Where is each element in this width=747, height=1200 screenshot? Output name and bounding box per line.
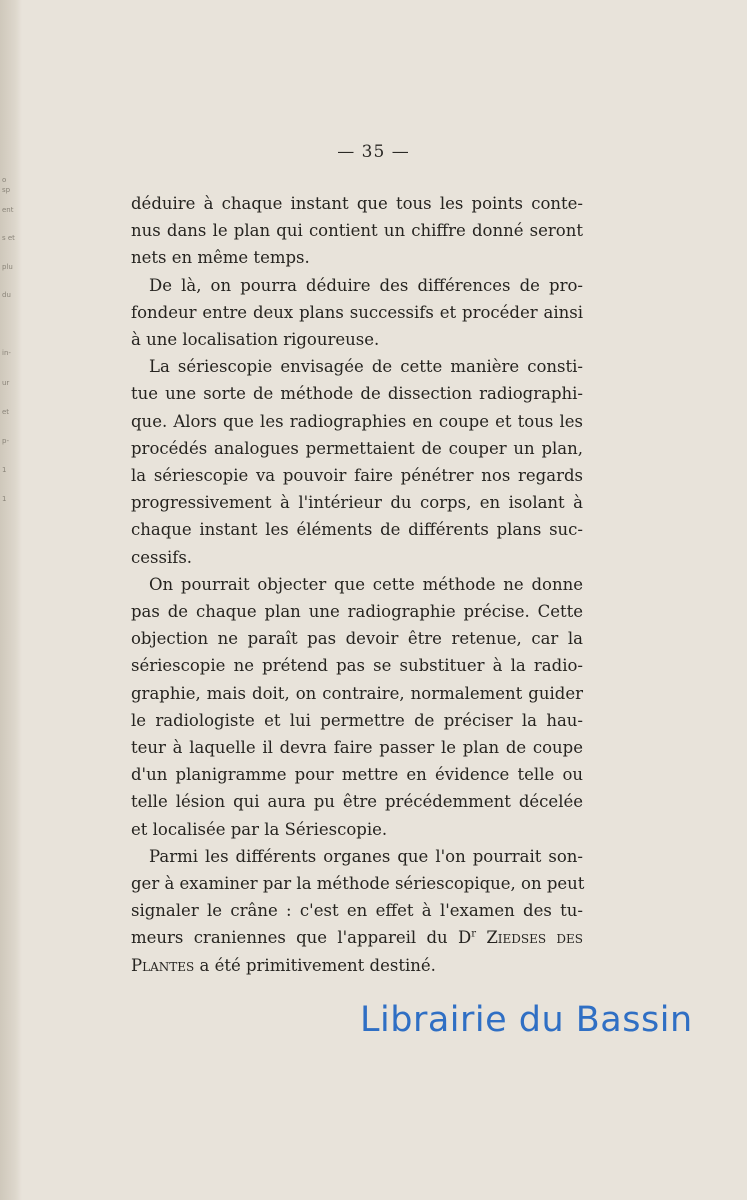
text-line: d'un planigramme pour mettre en évidence telle ou	[131, 765, 583, 785]
gutter-mark: s et	[2, 234, 15, 242]
gutter-mark: p-	[2, 437, 9, 445]
text-line: progressivement à l'intérieur du corps, en isolant à	[131, 493, 583, 513]
facing-page-gutter	[0, 0, 22, 1200]
gutter-mark: in-	[2, 349, 11, 357]
text-line: procédés analogues permettaient de couper un plan,	[131, 438, 583, 458]
text-line: La sériescopie envisagée de cette manière consti-	[149, 357, 583, 377]
text-line: pas de chaque plan une radiographie précise. Cette	[131, 602, 583, 622]
gutter-mark: ur	[2, 379, 10, 387]
paragraph-1	[131, 190, 583, 272]
title-doctor: D	[458, 928, 472, 948]
text-line: le radiologiste et lui permettre de préciser la hau-	[131, 710, 583, 730]
gutter-mark: du	[2, 291, 11, 299]
author-name: Ziedses des	[486, 928, 584, 948]
text-line: chaque instant les éléments de différents plans suc-	[131, 520, 583, 540]
author-name-continued: Plantes	[131, 955, 195, 975]
text-line: nus dans le plan qui contient un chiffre donné seront	[131, 221, 583, 241]
body-text	[131, 190, 583, 979]
text-line: objection ne paraît pas devoir être retenue, car la	[131, 629, 583, 649]
text-fragment: meurs craniennes que l'appareil du	[131, 928, 448, 948]
text-line: Parmi les différents organes que l'on pourrait son-	[149, 846, 583, 866]
text-line: teur à laquelle il devra faire passer le plan de coupe	[131, 738, 583, 758]
text-line: à une localisation rigoureuse.	[131, 330, 380, 350]
text-line: tue une sorte de méthode de dissection radiographi-	[131, 384, 583, 404]
text-line: De là, on pourra déduire des différences de pro-	[149, 275, 583, 295]
title-superscript: r	[471, 928, 477, 940]
text-fragment: a été primitivement destiné.	[199, 955, 436, 975]
text-line: déduire à chaque instant que tous les points conte-	[131, 194, 583, 213]
gutter-mark: ent	[2, 206, 14, 214]
gutter-mark: plu	[2, 263, 13, 271]
watermark-text: Librairie du Bassin	[360, 1000, 693, 1040]
text-line: graphie, mais doit, on contraire, normalement guider	[131, 683, 583, 703]
text-line	[131, 952, 583, 979]
gutter-mark: o sp	[2, 176, 11, 194]
gutter-mark: 1	[2, 495, 7, 503]
page-number: — 35 —	[337, 142, 410, 162]
text-line: et localisée par la Sériescopie.	[131, 819, 388, 839]
text-line: fondeur entre deux plans successifs et procéder ainsi	[131, 302, 583, 322]
gutter-mark: et	[2, 408, 10, 416]
paragraph-3	[131, 353, 583, 571]
text-line: nets en même temps.	[131, 248, 310, 268]
text-line: signaler le crâne : c'est en effet à l'examen des tu-	[131, 901, 583, 921]
paragraph-5	[131, 843, 583, 979]
paragraph-4	[131, 571, 583, 843]
text-line: ger à examiner par la méthode sériescopique, on peut	[131, 874, 585, 894]
text-line: cessifs.	[131, 547, 193, 567]
gutter-mark: 1	[2, 466, 7, 474]
text-line: telle lésion qui aura pu être précédemment décelée	[131, 792, 583, 812]
text-line-with-name	[131, 924, 583, 951]
text-line: la sériescopie va pouvoir faire pénétrer nos regards	[131, 466, 583, 486]
text-line: que. Alors que les radiographies en coupe et tous les	[131, 411, 583, 431]
text-line: sériescopie ne prétend pas se substituer à la radio-	[131, 656, 583, 676]
text-line: On pourrait objecter que cette méthode ne donne	[149, 574, 583, 594]
paragraph-2	[131, 272, 583, 354]
